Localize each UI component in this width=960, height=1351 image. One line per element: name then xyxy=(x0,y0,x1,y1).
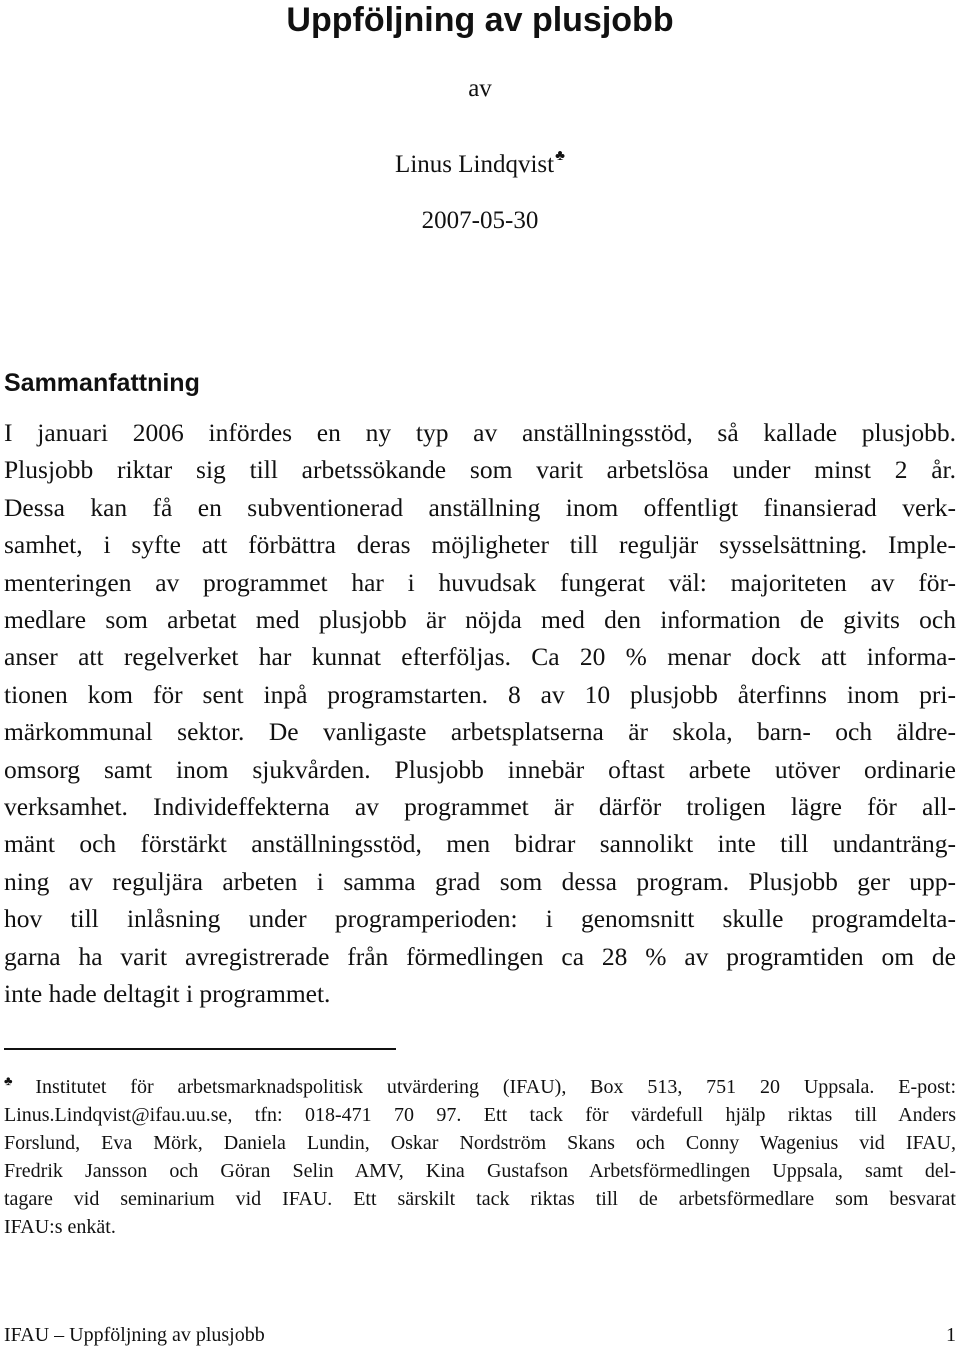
footnote-line: IFAU:s enkät. xyxy=(4,1216,116,1238)
abstract-line: Plusjobb riktar sig till arbetssökande som varit arbetslösa under minst 2 år. xyxy=(4,455,956,485)
author-name: Linus Lindqvist xyxy=(395,151,555,178)
abstract-paragraph xyxy=(4,414,956,1013)
running-title: IFAU – Uppföljning av plusjobb xyxy=(4,1324,265,1346)
author-footnote-mark: ♣ xyxy=(555,148,565,164)
author-line xyxy=(0,141,960,180)
abstract-line: omsorg samt inom sjukvården. Plusjobb innebär oftast arbete utöver ordinarie xyxy=(4,754,956,784)
abstract-line: Dessa kan få en subventionerad anställning inom offentligt finansierad verk- xyxy=(4,492,956,522)
abstract-line: anser att regelverket har kunnat efterföljas. Ca 20 % menar dock att informa- xyxy=(4,642,956,672)
abstract-line: inte hade deltagit i programmet. xyxy=(4,979,331,1009)
footnote-line: tagare vid seminarium vid IFAU. Ett särskilt tack riktas till de arbetsförmedlare som besvarat xyxy=(4,1188,956,1210)
abstract-line: mänt och förstärkt anställningsstöd, men bidrar sannolikt inte till undanträng- xyxy=(4,829,956,859)
abstract-line: hov till inlåsning under programperioden: i genomsnitt skulle programdelta- xyxy=(4,904,956,934)
abstract-line: garna ha varit avregistrerade från förmedlingen ca 28 % av programtiden om de xyxy=(4,941,956,971)
document-date: 2007-05-30 xyxy=(421,207,539,234)
abstract-line: menteringen av programmet har i huvudsak fungerat väl: majoriteten av för- xyxy=(4,567,956,597)
abstract-line: märkommunal sektor. De vanligaste arbetsplatserna är skola, barn- och äldre- xyxy=(4,717,956,747)
footnote-line: Forslund, Eva Mörk, Daniela Lundin, Oskar Nordström Skans och Conny Wagenius vid IFAU, xyxy=(4,1132,956,1154)
abstract-line: I januari 2006 infördes en ny typ av anställningsstöd, så kallade plusjobb. xyxy=(4,418,956,447)
footnote-line xyxy=(4,1067,956,1101)
abstract-line: tionen kom för sent inpå programstarten. 8 av 10 plusjobb återfinns inom pri- xyxy=(4,679,956,709)
footnote-mark: ♣ xyxy=(4,1073,32,1088)
byline-word: av xyxy=(468,75,492,102)
footnote-separator xyxy=(4,1048,396,1050)
footnote-line: Linus.Lindqvist@ifau.uu.se, tfn: 018-471 70 97. Ett tack för värdefull hjälp riktas till Anders xyxy=(4,1104,956,1126)
abstract-line: medlare som arbetat med plusjobb är nöjda med den information de givits och xyxy=(4,605,956,635)
abstract-line: verksamhet. Individeffekterna av programmet är därför troligen lägre för all- xyxy=(4,792,956,822)
abstract-line: ning av reguljära arbeten i samma grad som dessa program. Plusjobb ger upp- xyxy=(4,866,956,896)
document-title: Uppföljning av plusjobb xyxy=(286,1,674,39)
footnote-line-text: Institutet för arbetsmarknadspolitisk utvärdering (IFAU), Box 513, 751 20 Uppsala. E-post: xyxy=(35,1076,956,1098)
section-heading-summary: Sammanfattning xyxy=(4,369,200,397)
footnote-line: Fredrik Jansson och Göran Selin AMV, Kina Gustafson Arbetsförmedlingen Uppsala, samt del- xyxy=(4,1160,956,1182)
footnote xyxy=(4,1067,956,1241)
page-number: 1 xyxy=(946,1324,956,1346)
abstract-line: samhet, i syfte att förbättra deras möjligheter till reguljär sysselsättning. Imple- xyxy=(4,530,956,560)
